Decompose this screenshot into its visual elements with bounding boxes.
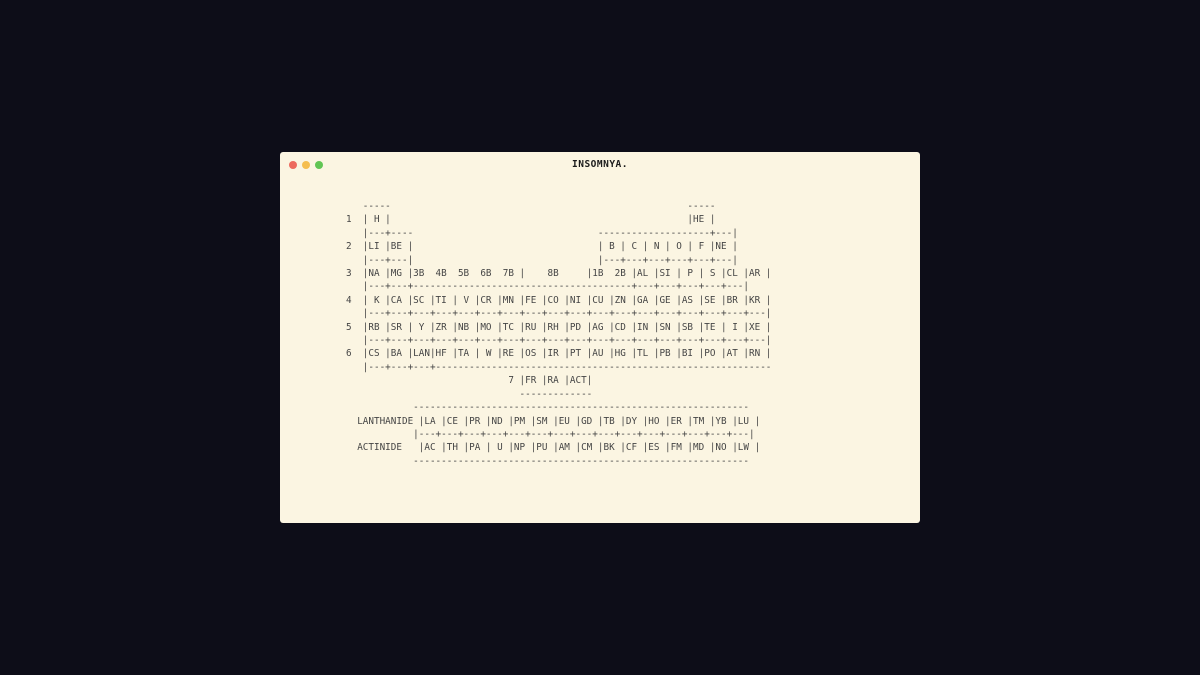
terminal-line: 2 |LI |BE | | B | C | N | O | F |NE | — [346, 241, 738, 253]
terminal-line: |---+---+---+---+---+---+---+---+---+---+---+---+---+---+---+---+---+---| — [346, 335, 772, 347]
terminal-line: 3 |NA |MG |3B 4B 5B 6B 7B | 8B |1B 2B |AL |SI | P | S |CL |AR | — [346, 268, 772, 280]
ascii-periodic-table — [346, 200, 771, 468]
terminal-line: 5 |RB |SR | Y |ZR |NB |MO |TC |RU |RH |PD |AG |CD |IN |SN |SB |TE | I |XE | — [346, 321, 772, 333]
terminal-line: |---+---+---------------------------------------+---+---+---+---+---| — [346, 281, 749, 293]
terminal-line: |---+---+---+---+---+---+---+---+---+---+---+---+---+---+---| — [346, 428, 755, 440]
terminal-line: |---+---| |---+---+---+---+---+---| — [346, 254, 738, 266]
terminal-line: 7 |FR |RA |ACT| — [346, 375, 593, 387]
terminal-line: |---+---+---+------------------------------------------------------------ — [346, 361, 772, 373]
terminal-line: ------------------------------------------------------------ — [346, 455, 749, 467]
terminal-line: ------------------------------------------------------------ — [346, 402, 749, 414]
terminal-line: |---+---+---+---+---+---+---+---+---+---+---+---+---+---+---+---+---+---| — [346, 308, 772, 320]
terminal-line: LANTHANIDE |LA |CE |PR |ND |PM |SM |EU |GD |TB |DY |HO |ER |TM |YB |LU | — [346, 415, 761, 427]
terminal-line: 6 |CS |BA |LAN|HF |TA | W |RE |OS |IR |PT |AU |HG |TL |PB |BI |PO |AT |RN | — [346, 348, 772, 360]
window-title: INSOMNYA. — [572, 159, 628, 170]
terminal-line: ------------- — [346, 388, 593, 400]
terminal-line: 1 | H | |HE | — [346, 214, 716, 226]
title-bar — [280, 152, 920, 178]
terminal-line: ----- ----- — [346, 201, 716, 212]
terminal-line: ACTINIDE |AC |TH |PA | U |NP |PU |AM |CM |BK |CF |ES |FM |MD |NO |LW | — [346, 442, 761, 454]
terminal-line: |---+---- --------------------+---| — [346, 227, 738, 239]
terminal-line: 4 | K |CA |SC |TI | V |CR |MN |FE |CO |NI |CU |ZN |GA |GE |AS |SE |BR |KR | — [346, 294, 772, 306]
terminal-window — [280, 152, 920, 523]
